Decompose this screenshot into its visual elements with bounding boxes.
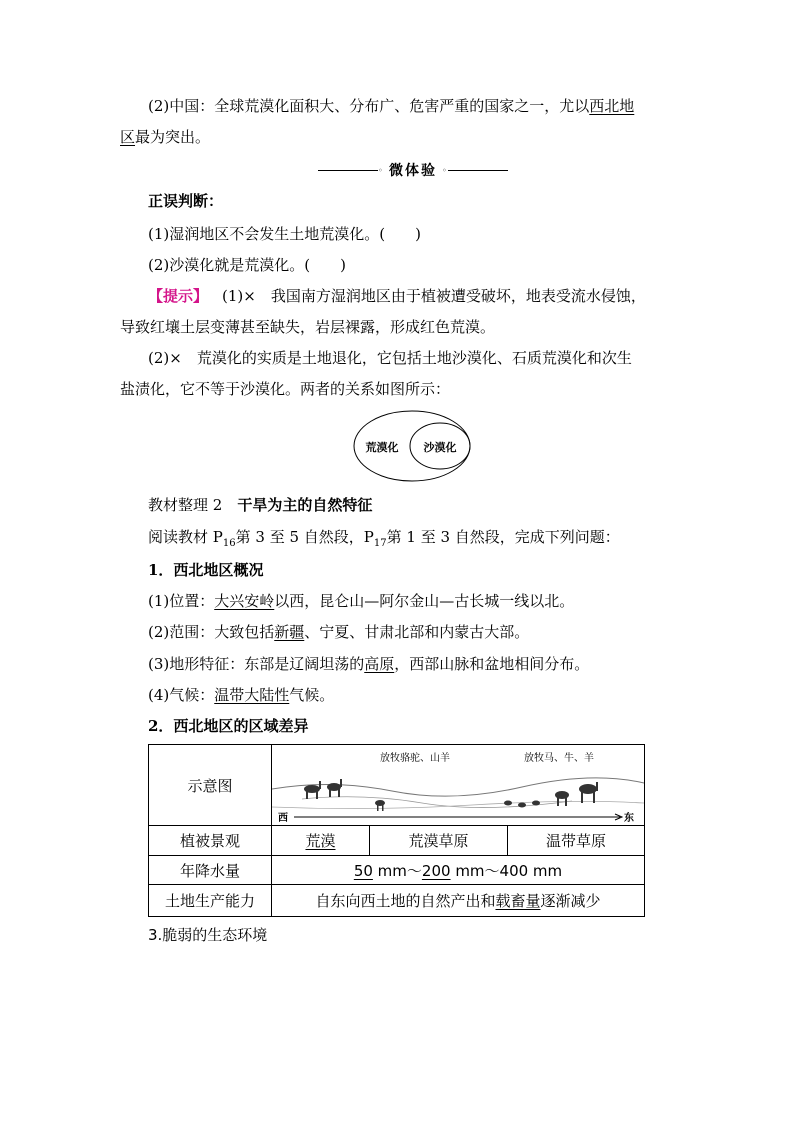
china-text: (2)中国：全球荒漠化面积大、分布广、危害严重的国家之一，尤以 [148, 97, 590, 115]
veg-desert [272, 826, 370, 856]
judge-question-1: (1)湿润地区不会发生土地荒漠化。( ) [148, 225, 421, 243]
china-line-2 [120, 127, 210, 147]
judge-heading: 正误判断： [148, 192, 224, 210]
climate-prefix: (4)气候： [148, 686, 215, 704]
range-line [148, 622, 529, 642]
section-3-title: 3.脆弱的生态环境 [148, 926, 268, 944]
location-prefix: (1)位置： [148, 592, 215, 610]
terrain-underline: 高原 [364, 655, 395, 673]
micro-experience-title: 微体验 [389, 163, 437, 179]
illus-label-east: 放牧马、牛、羊 [524, 753, 594, 764]
location-line [148, 591, 574, 611]
range-underline: 新疆 [274, 623, 305, 641]
hint-line-4: 盐渍化，它不等于沙漠化。两者的关系如图所示： [120, 380, 451, 398]
material-2-heading: 干旱为主的自然特征 [237, 496, 373, 514]
read-instruction [148, 527, 620, 550]
location-rest: 以西，昆仑山—阿尔金山—古长城一线以北。 [274, 592, 575, 610]
illus-label-west: 放牧骆驼、山羊 [380, 753, 450, 764]
climate-underline: 温带大陆性 [214, 686, 290, 704]
location-underline: 大兴安岭 [214, 592, 275, 610]
section-1-title: 1．西北地区概况 [148, 561, 264, 579]
grazing-scene [272, 745, 644, 825]
read-sub-1: 16 [222, 538, 236, 549]
china-underline-2: 区 [120, 128, 136, 146]
hint-tag: 【提示】 [148, 287, 209, 305]
prod-underline: 载畜量 [495, 892, 541, 910]
veg-temperate-steppe: 温带草原 [508, 826, 645, 856]
china-line-1 [148, 96, 634, 116]
hint-line-2: 导致红壤土层变薄甚至缺失，岩层裸露，形成红色荒漠。 [120, 318, 496, 336]
productivity-value [272, 885, 645, 917]
row-label-rainfall: 年降水量 [149, 856, 272, 885]
venn-diagram [352, 408, 474, 484]
terrain-line [148, 654, 589, 674]
hint-line-3: (2)× 荒漠化的实质是土地退化，它包括土地沙漠化、石质荒漠化和次生 [148, 349, 632, 367]
read-text-c: 第 1 至 3 自然段，完成下列问题： [386, 528, 620, 546]
material-2-title [148, 495, 372, 515]
terrain-prefix: (3)地形特征：东部是辽阔坦荡的 [148, 655, 365, 673]
row-label-vegetation: 植被景观 [149, 826, 272, 856]
china-text-2: 最为突出。 [135, 128, 211, 146]
rainfall-value [272, 856, 645, 885]
diagram-cell [272, 745, 645, 826]
row-label-diagram: 示意图 [149, 745, 272, 826]
prod-prefix: 自东向西土地的自然产出和 [315, 892, 496, 910]
micro-experience-divider: ◦ 微体验 ◦ [318, 160, 508, 180]
climate-line [148, 685, 334, 705]
veg-desert-text: 荒漠 [305, 832, 336, 850]
west-label: 西 [278, 813, 288, 824]
region-difference-table [148, 744, 645, 917]
venn-inner-label: 沙漠化 [423, 441, 457, 454]
rain-50: 50 [353, 861, 373, 880]
grazing-illustration [272, 745, 644, 825]
rain-mid-1: mm～ [372, 861, 422, 880]
veg-desert-steppe: 荒漠草原 [370, 826, 508, 856]
read-text-a: 阅读教材 P [148, 528, 223, 546]
rain-200: 200 [421, 861, 451, 880]
hint-answer-1: (1)× 我国南方湿润地区由于植被遭受破坏，地表受流水侵蚀， [222, 287, 646, 305]
prod-rest: 逐渐减少 [540, 892, 601, 910]
range-prefix: (2)范围：大致包括 [148, 623, 275, 641]
hint-line-1 [148, 286, 646, 306]
terrain-rest: ，西部山脉和盆地相间分布。 [394, 655, 590, 673]
read-text-b: 第 3 至 5 自然段，P [235, 528, 374, 546]
venn-outer-label: 荒漠化 [365, 441, 399, 454]
material-2-prefix: 教材整理 2 [148, 496, 238, 514]
east-label: 东 [624, 813, 634, 824]
rain-mid-2: mm～400 mm [450, 861, 563, 880]
china-underline: 西北地 [589, 97, 635, 115]
climate-rest: 气候。 [289, 686, 335, 704]
judge-question-2: (2)沙漠化就是荒漠化。( ) [148, 256, 346, 274]
section-2-title: 2．西北地区的区域差异 [148, 717, 309, 735]
range-rest: 、宁夏、甘肃北部和内蒙古大部。 [304, 623, 530, 641]
row-label-productivity: 土地生产能力 [149, 885, 272, 917]
read-sub-2: 17 [373, 538, 387, 549]
